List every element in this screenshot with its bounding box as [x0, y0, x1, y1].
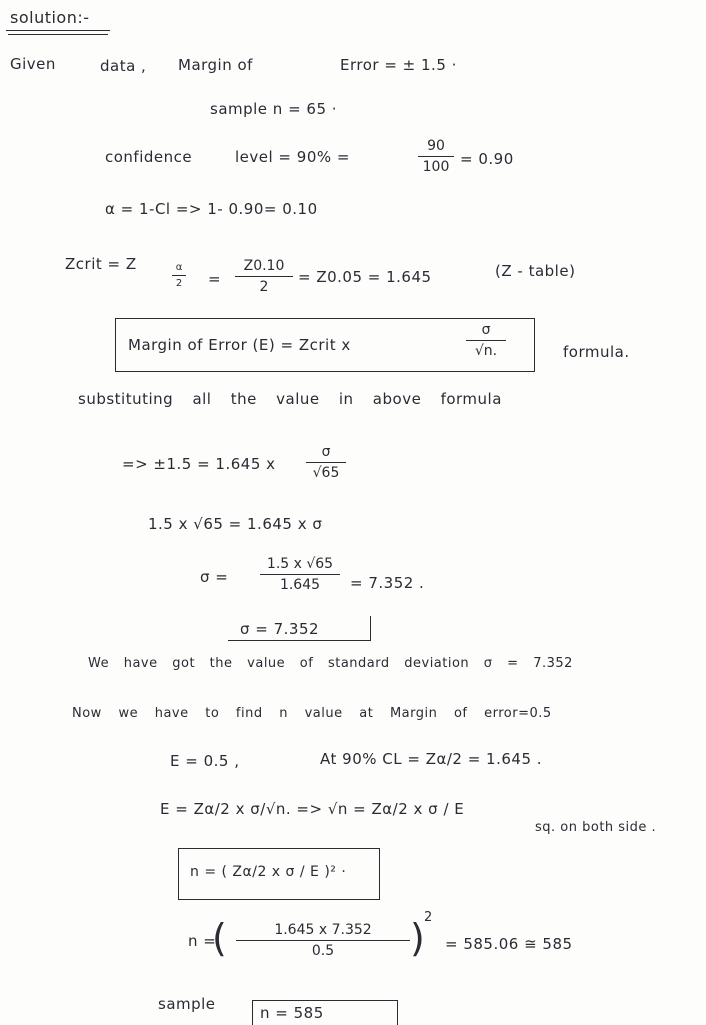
calc-frac-den: 0.5 — [311, 943, 335, 959]
calc-power: 2 — [424, 910, 433, 925]
zcrit-sub-num: α — [175, 262, 183, 273]
step2-formula: E = Zα/2 x σ/√n. => √n = Zα/2 x σ / E — [160, 800, 465, 818]
calc-paren: ( — [212, 916, 228, 960]
calc-frac-num: 1.645 x 7.352 — [274, 922, 372, 938]
cl-line: At 90% CL = Zα/2 = 1.645 . — [320, 750, 543, 768]
ztable-note: (Z - table) — [495, 262, 576, 280]
zcrit-subscript — [172, 262, 186, 289]
sigma-frac-num: 1.5 x √65 — [266, 556, 334, 572]
fraction-bar — [466, 340, 506, 341]
formula-frac-den: √n. — [474, 343, 498, 359]
moe-value: Error = ± 1.5 · — [340, 56, 457, 74]
fraction-bar — [260, 574, 340, 575]
e-value: E = 0.5 , — [170, 752, 240, 770]
moe-label: Margin of — [178, 56, 253, 74]
calc-lhs: n = — [188, 932, 217, 950]
zcrit-sub-den: 2 — [175, 278, 183, 289]
formula-frac-num: σ — [481, 322, 491, 338]
zcrit-rhs: = Z0.05 = 1.645 — [298, 268, 432, 286]
formula-fraction — [466, 322, 506, 359]
sample-size: sample n = 65 · — [210, 100, 338, 118]
calc-rhs: = 585.06 ≅ 585 — [445, 935, 573, 953]
fraction-bar — [172, 275, 186, 276]
calc-fraction — [236, 922, 410, 959]
heading-underline-2 — [8, 34, 108, 35]
alpha-line: α = 1-Cl => 1- 0.90= 0.10 — [105, 200, 318, 218]
final-label: sample — [158, 995, 216, 1013]
final-value: n = 585 — [260, 1004, 324, 1022]
confidence-fraction-num: 90 — [427, 138, 445, 154]
fraction-bar — [306, 462, 346, 463]
calc-paren-close: ) — [410, 916, 426, 960]
sigma-fraction — [260, 556, 340, 593]
given-data: data , — [100, 57, 147, 75]
fraction-bar — [418, 156, 454, 157]
zcrit-lhs: Zcrit = Z — [65, 255, 137, 273]
confidence-value: = 0.90 — [460, 150, 514, 168]
heading-underline — [6, 30, 110, 31]
substituting-line-2: 1.5 x √65 = 1.645 x σ — [148, 515, 323, 533]
zcrit-frac-num: Z0.10 — [243, 258, 285, 274]
substituting-fraction — [306, 444, 346, 481]
confidence-fraction — [418, 138, 454, 175]
zcrit-frac-den: 2 — [259, 279, 269, 295]
confidence-level: level = 90% = — [235, 148, 350, 166]
conclusion-line: We have got the value of standard deviation σ = 7.352 — [88, 656, 573, 671]
formula-note: formula. — [563, 343, 630, 361]
square-note: sq. on both side . — [535, 820, 657, 835]
sigma-lhs: σ = — [200, 568, 229, 586]
substituting-frac-num: σ — [321, 444, 331, 460]
sigma-rhs: = 7.352 . — [350, 574, 425, 592]
formula-text: Margin of Error (E) = Zcrit x — [128, 336, 351, 354]
fraction-bar — [236, 940, 410, 941]
n-formula: n = ( Zα/2 x σ / E )² · — [190, 864, 347, 880]
sigma-frac-den: 1.645 — [279, 577, 321, 593]
substituting-text: substituting all the value in above formula — [78, 390, 502, 408]
sigma-boxed: σ = 7.352 — [240, 620, 320, 638]
zcrit-fraction — [235, 258, 293, 295]
substituting-frac-den: √65 — [312, 465, 340, 481]
zcrit-eq: = — [208, 270, 222, 288]
now-line: Now we have to find n value at Margin of error=0.5 — [72, 706, 552, 721]
heading: solution:- — [10, 8, 90, 27]
confidence-fraction-den: 100 — [422, 159, 450, 175]
given-label: Given — [10, 55, 56, 73]
confidence-label: confidence — [105, 148, 193, 166]
substituting-line-1: => ±1.5 = 1.645 x — [122, 455, 276, 473]
fraction-bar — [235, 276, 293, 277]
